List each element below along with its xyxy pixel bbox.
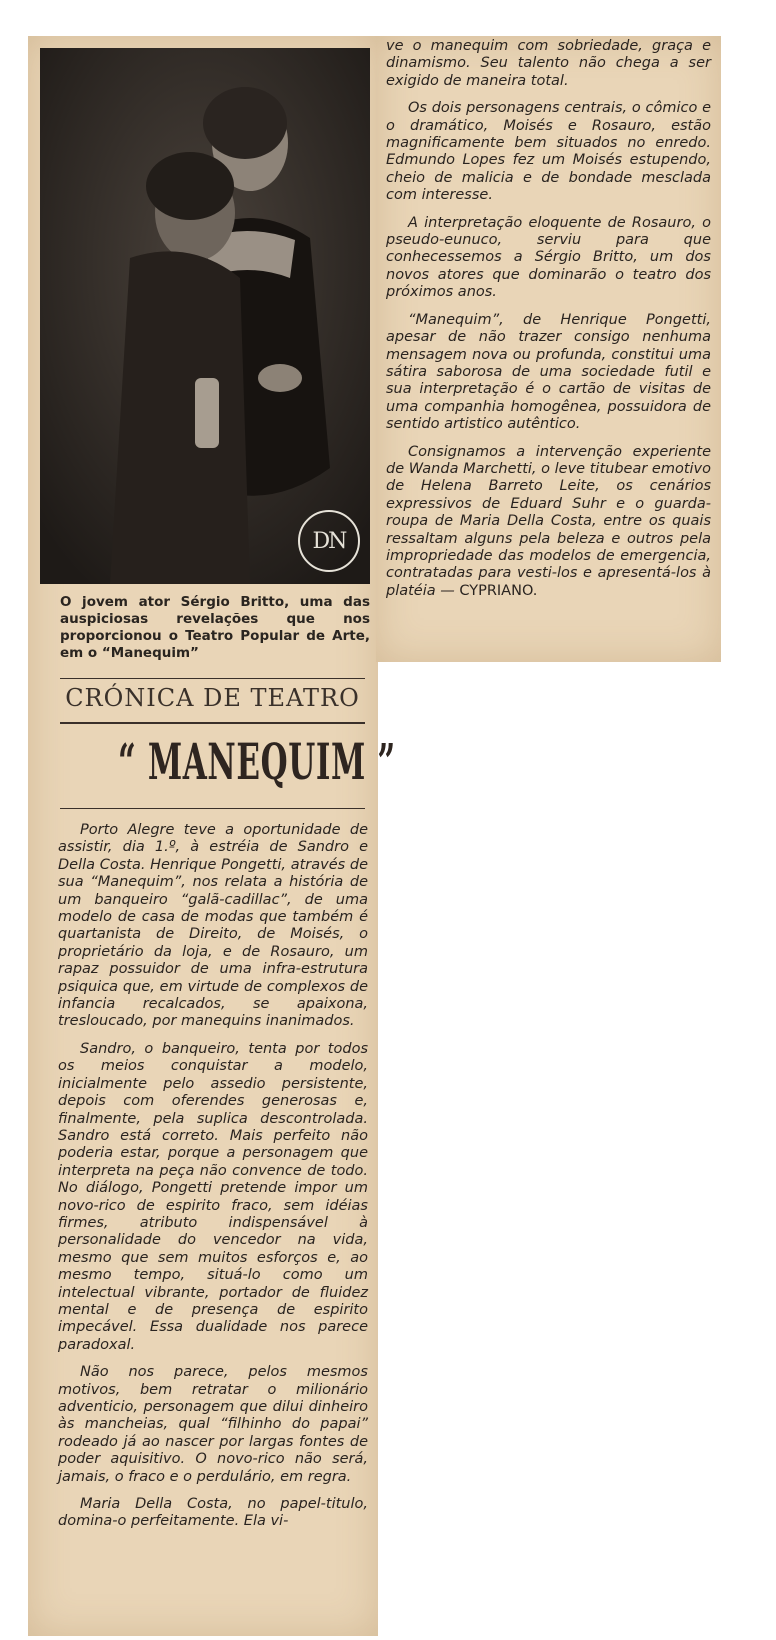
paragraph-text: Consignamos a intervenção experiente de Wanda Marchetti, o leve titubear emotivo de Helena Barreto Leite, os cenários expressivos de Eduard Suhr e o guarda-roupa de Maria Della Costa, entre os quais ressaltam alguns pela beleza e outros pela impropriedade das modelos de emergencia, contratadas para vesti-los e apresentá-los à platéia —: [386, 443, 711, 599]
paragraph: Os dois personagens centrais, o cômico e o dramático, Moisés e Rosauro, estão magnificamente bem situados no enredo. Edmundo Lopes fez um Moisés estupendo, cheio de malicia e de bondade mesclada com interesse.: [386, 100, 711, 204]
paragraph: Porto Alegre teve a oportunidade de assistir, dia 1.º, à estréia de Sandro e Della Costa. Henrique Pongetti, através de sua “Manequim”, nos relata a história de um banqueiro “galã-cadillac”, de uma modelo de casa de modas que também é quartanista de Direito, de Moisés, o proprietário da loja, e de Rosauro, um rapaz possuidor de uma infra-estrutura psiquica que, em virtude de complexos de infancia recalcados, se apaixona, tresloucado, por manequins inanimados.: [58, 822, 368, 1030]
paragraph-final: [386, 444, 711, 601]
article-body-left: [58, 822, 368, 1541]
article-headline: “ MANEQUIM ”: [117, 732, 396, 791]
paragraph: ve o manequim com sobriedade, graça e dinamismo. Seu talento não chega a ser exigido de maneira total.: [386, 38, 711, 89]
photo-illustration: [40, 48, 370, 584]
paragraph: Maria Della Costa, no papel-titulo, domina-o perfeitamente. Ela vi-: [58, 1496, 368, 1530]
divider-top: [60, 678, 365, 679]
paragraph: A interpretação eloquente de Rosauro, o pseudo-eunuco, serviu para que conhecessemos a Sérgio Britto, um dos novos atores que dominarão o teatro dos próximos anos.: [386, 214, 711, 301]
divider-bottom: [60, 808, 365, 809]
article-body-right: [386, 38, 711, 610]
actor-photo: [40, 48, 370, 584]
paragraph: Não nos parece, pelos mesmos motivos, bem retratar o milionário adventicio, personagem que dilui dinheiro às mancheias, qual “filhinho do papai” rodeado já ao nascer por largas fontes de poder aquisitivo. O novo-rico não será, jamais, o fraco e o perdulário, em regra.: [58, 1364, 368, 1485]
dn-logo: DN: [298, 510, 360, 572]
section-heading: CRÓNICA DE TEATRO: [65, 684, 360, 712]
author-signature: CYPRIANO.: [459, 582, 538, 599]
paragraph: “Manequim”, de Henrique Pongetti, apesar de não trazer consigo nenhuma mensagem nova ou profunda, constitui uma sátira saborosa de uma sociedade futil e sua interpretação é o cartão de visitas de uma companhia homogênea, possuidora de sentido artistico autêntico.: [386, 311, 711, 433]
paragraph: Sandro, o banqueiro, tenta por todos os meios conquistar a modelo, inicialmente pelo assedio persistente, depois com oferendes generosas e, finalmente, pela suplica descontrolada. Sandro está correto. Mais perfeito não poderia estar, porque a personagem que interpreta na peça não convence de todo. No diálogo, Pongetti pretende impor um novo-rico de espirito fraco, sem idéias firmes, atributo indispensável à personalidade do vencedor na vida, mesmo que sem muitos esforços e, ao mesmo tempo, situá-lo como um intelectual vibrante, portador de fluidez mental e de presença de espirito impecável. Essa dualidade nos parece paradoxal.: [58, 1040, 368, 1353]
divider-middle: [60, 722, 365, 724]
photo-caption: O jovem ator Sérgio Britto, uma das auspiciosas revelações que nos proporcionou o Teatro Popular de Arte, em o “Manequim”: [60, 594, 370, 661]
